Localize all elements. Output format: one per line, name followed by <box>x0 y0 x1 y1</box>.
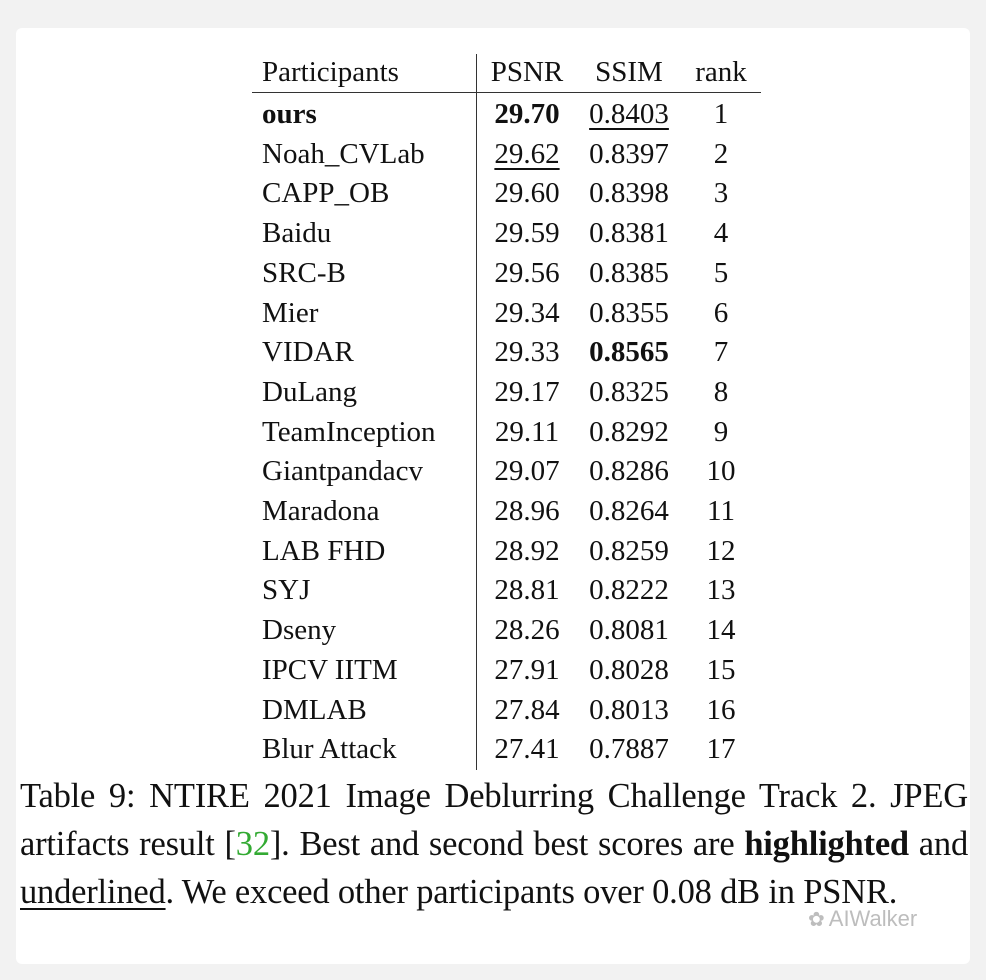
cell-psnr-text: 29.17 <box>494 375 560 408</box>
cell-psnr-text: 29.33 <box>494 336 560 369</box>
cell-name-text: DMLAB <box>262 693 367 726</box>
cell-rank-text: 12 <box>706 534 736 567</box>
table-row <box>252 651 761 691</box>
cell-name-text: Giantpandacv <box>262 455 424 488</box>
cell-ssim-text: 0.8565 <box>589 336 669 369</box>
cell-rank-text: 5 <box>713 256 729 289</box>
cell-name-text: DuLang <box>262 375 358 408</box>
cell-ssim-text: 0.8013 <box>589 693 669 726</box>
cell-ssim <box>577 651 681 691</box>
cell-rank <box>681 294 761 334</box>
table-header-row <box>252 54 761 93</box>
cell-name <box>252 254 477 294</box>
cell-rank <box>681 492 761 532</box>
table-row <box>252 174 761 214</box>
cell-name <box>252 730 477 770</box>
cell-ssim <box>577 254 681 294</box>
cell-psnr <box>477 492 578 532</box>
caption-prefix: Table 9: NTIRE 2021 Image Deblurring Challenge Track 2. JPEG artifacts result [ <box>20 777 968 863</box>
cell-name <box>252 492 477 532</box>
cell-psnr <box>477 294 578 334</box>
cell-name <box>252 333 477 373</box>
caption-suffix: . We exceed other participants over 0.08 dB in PSNR. <box>165 873 898 911</box>
cell-psnr <box>477 730 578 770</box>
cell-name-text: Noah_CVLab <box>262 137 425 170</box>
cell-ssim-text: 0.8286 <box>589 455 669 488</box>
cell-name <box>252 373 477 413</box>
watermark-text: AIWalker <box>828 906 918 931</box>
cell-rank-text: 11 <box>707 495 735 528</box>
cell-name <box>252 135 477 175</box>
table-row <box>252 254 761 294</box>
cell-ssim <box>577 333 681 373</box>
cell-ssim-text: 0.8325 <box>589 375 669 408</box>
cell-rank-text: 3 <box>713 177 729 210</box>
cell-psnr <box>477 611 578 651</box>
cell-psnr <box>477 254 578 294</box>
cell-ssim <box>577 611 681 651</box>
cell-psnr-text: 28.26 <box>494 614 560 647</box>
cell-rank <box>681 214 761 254</box>
cell-rank <box>681 174 761 214</box>
cell-psnr-text: 27.41 <box>494 733 560 766</box>
caption-underline-word: underlined <box>20 873 166 911</box>
cell-name-text: Maradona <box>262 495 380 528</box>
cell-ssim <box>577 214 681 254</box>
cell-rank-text: 13 <box>706 574 736 607</box>
cell-psnr <box>477 571 578 611</box>
table-row <box>252 730 761 770</box>
cell-psnr-text: 29.07 <box>494 455 560 488</box>
wechat-icon: ✿ <box>808 909 825 931</box>
cell-psnr-text: 27.84 <box>494 693 560 726</box>
cell-psnr-text: 29.70 <box>494 98 560 130</box>
cell-rank-text: 2 <box>713 137 729 170</box>
cell-name-text: IPCV IITM <box>262 653 398 686</box>
cell-rank <box>681 373 761 413</box>
table-row <box>252 214 761 254</box>
cell-ssim-text: 0.8264 <box>589 495 669 528</box>
table-caption <box>20 772 968 916</box>
table-row <box>252 532 761 572</box>
table-row <box>252 135 761 175</box>
cell-psnr <box>477 333 578 373</box>
cell-name <box>252 691 477 731</box>
header-rank: rank <box>681 54 761 93</box>
cell-ssim-text: 0.8028 <box>589 653 669 686</box>
cell-ssim <box>577 532 681 572</box>
table-row <box>252 93 761 135</box>
cell-rank <box>681 611 761 651</box>
cell-psnr-text: 28.96 <box>494 495 560 528</box>
cell-psnr-text: 27.91 <box>494 653 560 686</box>
cell-psnr <box>477 373 578 413</box>
cell-rank <box>681 571 761 611</box>
cell-rank-text: 14 <box>706 614 736 647</box>
cell-name-text: Blur Attack <box>262 733 397 766</box>
table-row <box>252 413 761 453</box>
cell-name-text: SYJ <box>262 574 311 607</box>
cell-name-text: VIDAR <box>262 336 354 369</box>
cell-rank <box>681 413 761 453</box>
cell-name-text: SRC-B <box>262 256 346 289</box>
cell-rank <box>681 691 761 731</box>
cell-ssim <box>577 174 681 214</box>
cell-psnr-text: 29.59 <box>494 217 560 250</box>
cell-psnr-text: 29.34 <box>494 296 560 329</box>
cell-ssim <box>577 492 681 532</box>
header-participants: Participants <box>252 54 477 93</box>
cell-ssim <box>577 135 681 175</box>
cell-psnr <box>477 93 578 135</box>
cell-ssim-text: 0.8222 <box>589 574 669 607</box>
cell-name-text: Mier <box>262 296 319 329</box>
cell-ssim <box>577 294 681 334</box>
cell-psnr <box>477 174 578 214</box>
cell-ssim-text: 0.8403 <box>589 98 669 130</box>
cell-name-text: Dseny <box>262 614 337 647</box>
cell-name <box>252 214 477 254</box>
cell-name <box>252 294 477 334</box>
cell-rank-text: 8 <box>713 375 729 408</box>
cell-rank-text: 6 <box>713 296 729 329</box>
cell-ssim-text: 0.8397 <box>589 137 669 170</box>
results-table <box>252 54 761 770</box>
cell-ssim-text: 0.8355 <box>589 296 669 329</box>
cell-rank <box>681 651 761 691</box>
watermark <box>808 906 917 932</box>
table-body <box>252 93 761 770</box>
cell-name-text: LAB FHD <box>262 534 386 567</box>
cell-ssim <box>577 373 681 413</box>
cell-psnr <box>477 135 578 175</box>
cell-name <box>252 571 477 611</box>
cell-psnr <box>477 214 578 254</box>
table-row <box>252 611 761 651</box>
cell-rank <box>681 452 761 492</box>
cell-ssim-text: 0.8292 <box>589 415 669 448</box>
cell-rank-text: 9 <box>713 415 729 448</box>
cell-rank-text: 1 <box>713 98 729 130</box>
cell-name-text: ours <box>262 98 317 130</box>
cell-ssim-text: 0.8081 <box>589 614 669 647</box>
cell-ssim-text: 0.8385 <box>589 256 669 289</box>
cell-name <box>252 611 477 651</box>
header-psnr: PSNR <box>477 54 578 93</box>
cell-name <box>252 452 477 492</box>
cell-psnr-text: 28.81 <box>494 574 560 607</box>
caption-and: and <box>908 825 969 863</box>
header-ssim: SSIM <box>577 54 681 93</box>
cell-rank-text: 10 <box>706 455 736 488</box>
cell-psnr <box>477 651 578 691</box>
cell-ssim <box>577 691 681 731</box>
table-row <box>252 373 761 413</box>
cell-rank <box>681 254 761 294</box>
paper-card <box>16 28 970 964</box>
cell-rank-text: 17 <box>706 733 736 766</box>
cell-psnr-text: 29.62 <box>494 137 560 170</box>
citation-link[interactable]: 32 <box>235 825 270 863</box>
cell-ssim <box>577 452 681 492</box>
cell-psnr <box>477 413 578 453</box>
cell-rank-text: 15 <box>706 653 736 686</box>
cell-name <box>252 174 477 214</box>
table-row <box>252 691 761 731</box>
cell-psnr <box>477 452 578 492</box>
cell-name <box>252 413 477 453</box>
cell-psnr-text: 29.56 <box>494 256 560 289</box>
caption-mid: ]. Best and second best scores are <box>269 825 745 863</box>
table-row <box>252 294 761 334</box>
cell-ssim <box>577 571 681 611</box>
cell-psnr-text: 29.11 <box>494 415 560 448</box>
cell-rank-text: 7 <box>713 336 729 369</box>
cell-psnr-text: 29.60 <box>494 177 560 210</box>
table-row <box>252 452 761 492</box>
cell-rank-text: 4 <box>713 217 729 250</box>
cell-rank <box>681 730 761 770</box>
cell-psnr-text: 28.92 <box>494 534 560 567</box>
cell-ssim-text: 0.8398 <box>589 177 669 210</box>
cell-rank <box>681 93 761 135</box>
cell-psnr <box>477 532 578 572</box>
table-row <box>252 492 761 532</box>
cell-name <box>252 532 477 572</box>
cell-ssim-text: 0.8381 <box>589 217 669 250</box>
cell-ssim <box>577 730 681 770</box>
caption-bold-word: highlighted <box>744 825 909 863</box>
cell-ssim-text: 0.7887 <box>589 733 669 766</box>
cell-ssim <box>577 93 681 135</box>
cell-name-text: TeamInception <box>262 415 436 448</box>
cell-name-text: Baidu <box>262 217 332 250</box>
cell-name-text: CAPP_OB <box>262 177 390 210</box>
cell-name <box>252 651 477 691</box>
cell-rank <box>681 333 761 373</box>
cell-rank <box>681 532 761 572</box>
cell-rank-text: 16 <box>706 693 736 726</box>
cell-ssim <box>577 413 681 453</box>
table-row <box>252 571 761 611</box>
table-row <box>252 333 761 373</box>
cell-rank <box>681 135 761 175</box>
cell-ssim-text: 0.8259 <box>589 534 669 567</box>
cell-psnr <box>477 691 578 731</box>
cell-name <box>252 93 477 135</box>
